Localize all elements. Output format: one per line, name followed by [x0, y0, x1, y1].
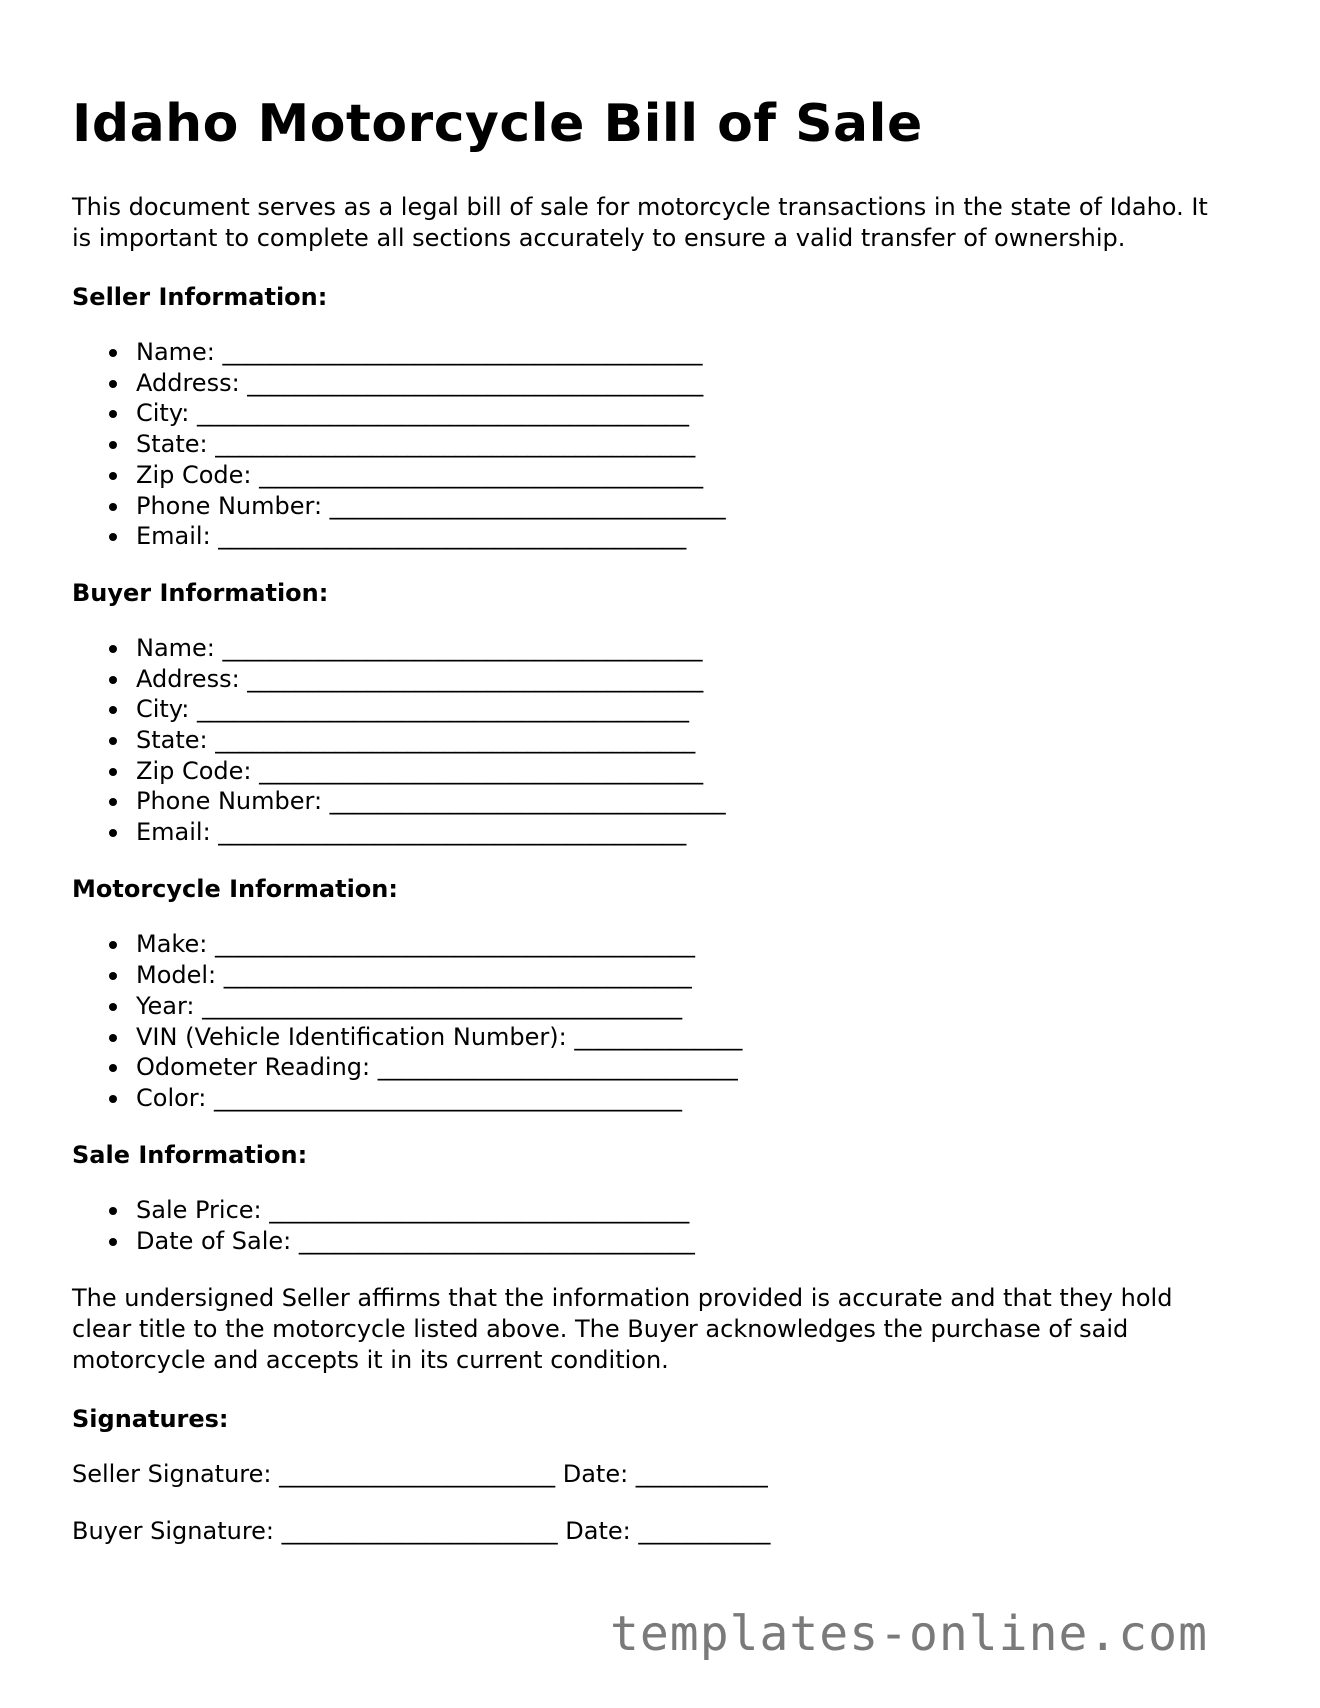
seller-state-field[interactable]: State: ________________________________________	[136, 429, 1252, 460]
motorcycle-section-heading: Motorcycle Information:	[72, 874, 398, 903]
motorcycle-color-field[interactable]: Color: _______________________________________	[136, 1083, 1252, 1114]
seller-address-field[interactable]: Address: ______________________________________	[136, 368, 1252, 399]
motorcycle-year-field[interactable]: Year: ________________________________________	[136, 991, 1252, 1022]
seller-city-field[interactable]: City: _________________________________________	[136, 398, 1252, 429]
motorcycle-model-field[interactable]: Model: _______________________________________	[136, 960, 1252, 991]
buyer-name-field[interactable]: Name: ________________________________________	[136, 633, 1252, 664]
motorcycle-vin-field[interactable]: VIN (Vehicle Identification Number): ______________	[136, 1022, 1252, 1053]
sale-date-field[interactable]: Date of Sale: _________________________________	[136, 1226, 1252, 1257]
buyer-section-heading: Buyer Information:	[72, 578, 329, 607]
buyer-email-field[interactable]: Email: _______________________________________	[136, 817, 1252, 848]
seller-signature-line[interactable]: Seller Signature: _______________________ Date: ___________	[72, 1459, 768, 1488]
intro-paragraph: This document serves as a legal bill of sale for motorcycle transactions in the state of Idaho. It is important to complete all sections accurately to ensure a valid transfer of ownership.	[72, 193, 1208, 252]
sale-fields-list	[72, 1195, 1252, 1256]
document-page	[72, 88, 1252, 1573]
seller-email-field[interactable]: Email: _______________________________________	[136, 521, 1252, 552]
buyer-phone-field[interactable]: Phone Number: _________________________________	[136, 786, 1252, 817]
buyer-state-field[interactable]: State: ________________________________________	[136, 725, 1252, 756]
sale-price-field[interactable]: Sale Price: ___________________________________	[136, 1195, 1252, 1226]
seller-phone-field[interactable]: Phone Number: _________________________________	[136, 491, 1252, 522]
seller-section-heading: Seller Information:	[72, 283, 328, 311]
seller-name-field[interactable]: Name: ________________________________________	[136, 337, 1252, 368]
affirmation-paragraph: The undersigned Seller affirms that the information provided is accurate and that they hold clear title to the motorcycle listed above. The Buyer acknowledges the purchase of said motorcycle and accepts it in its current condition.	[72, 1283, 1173, 1374]
motorcycle-odometer-field[interactable]: Odometer Reading: ______________________________	[136, 1052, 1252, 1083]
seller-fields-list	[72, 337, 1252, 552]
buyer-fields-list	[72, 633, 1252, 848]
buyer-zip-field[interactable]: Zip Code: _____________________________________	[136, 756, 1252, 787]
seller-zip-field[interactable]: Zip Code: _____________________________________	[136, 460, 1252, 491]
watermark-text: templates-online.com	[610, 1606, 1208, 1662]
buyer-city-field[interactable]: City: _________________________________________	[136, 694, 1252, 725]
motorcycle-fields-list	[72, 929, 1252, 1114]
buyer-address-field[interactable]: Address: ______________________________________	[136, 664, 1252, 695]
signatures-section-heading: Signatures:	[72, 1404, 229, 1433]
buyer-signature-line[interactable]: Buyer Signature: _______________________ Date: ___________	[72, 1516, 771, 1545]
sale-section-heading: Sale Information:	[72, 1141, 308, 1170]
document-title: Idaho Motorcycle Bill of Sale	[72, 94, 923, 154]
motorcycle-make-field[interactable]: Make: ________________________________________	[136, 929, 1252, 960]
